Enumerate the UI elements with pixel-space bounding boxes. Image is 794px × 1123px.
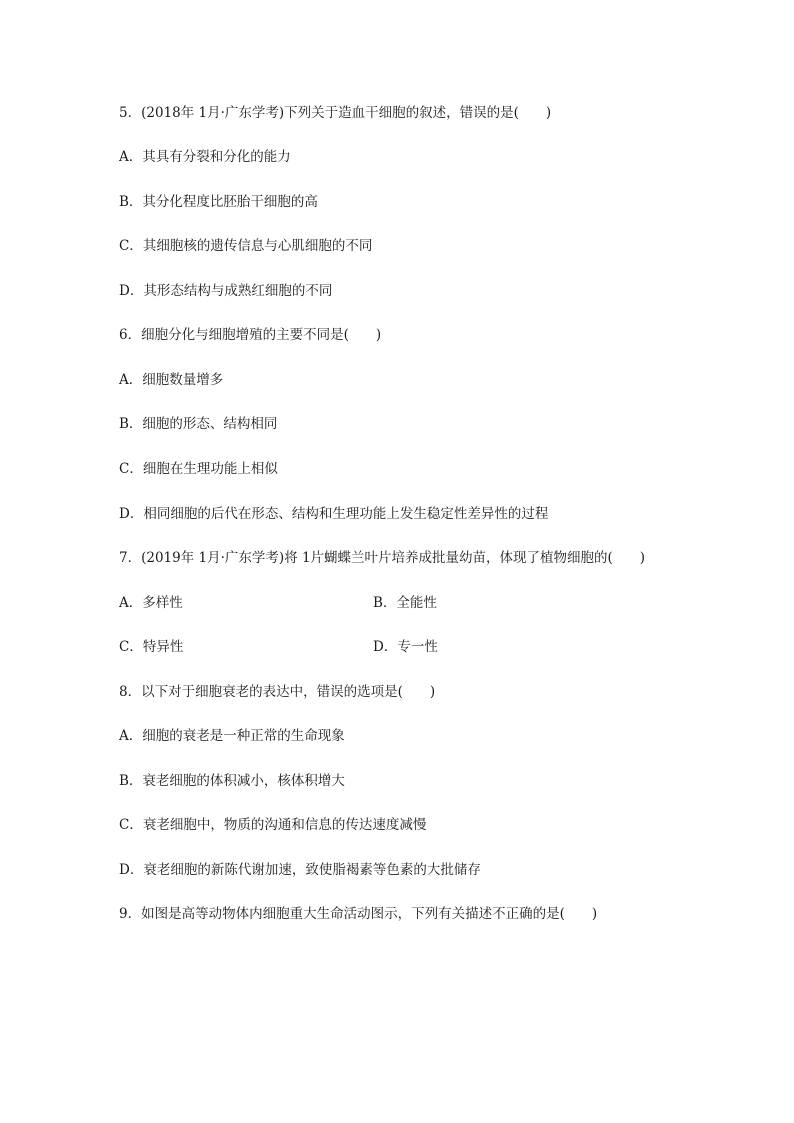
question-7-option-c: C．特异性 <box>119 639 184 655</box>
question-7-option-b: B．全能性 <box>373 595 437 611</box>
question-7-option-d: D．专一性 <box>373 639 438 655</box>
question-8-option-a: A．细胞的衰老是一种正常的生命现象 <box>119 728 345 744</box>
question-9-stem: 9．如图是高等动物体内细胞重大生命活动图示，下列有关描述不正确的是( ) <box>119 906 598 922</box>
question-8-stem: 8．以下对于细胞衰老的表达中，错误的选项是( ) <box>119 684 436 700</box>
question-6-option-b: B．细胞的形态、结构相同 <box>119 416 278 432</box>
question-8-option-b: B．衰老细胞的体积减小，核体积增大 <box>119 773 345 789</box>
question-5-option-a: A．其具有分裂和分化的能力 <box>119 149 291 165</box>
question-5-option-d: D．其形态结构与成熟红细胞的不同 <box>119 283 333 299</box>
question-5-option-c: C．其细胞核的遗传信息与心肌细胞的不同 <box>119 238 373 254</box>
question-6-stem: 6．细胞分化与细胞增殖的主要不同是( ) <box>119 327 382 343</box>
question-8-option-d: D．衰老细胞的新陈代谢加速，致使脂褐素等色素的大批储存 <box>119 862 481 878</box>
question-5-stem: 5．(2018年 1月·广东学考)下列关于造血干细胞的叙述，错误的是( ) <box>119 105 552 121</box>
question-7-option-a: A．多样性 <box>119 595 183 611</box>
question-6-option-d: D．相同细胞的后代在形态、结构和生理功能上发生稳定性差异性的过程 <box>119 506 549 522</box>
question-7-stem: 7．(2019年 1月·广东学考)将 1片蝴蝶兰叶片培养成批量幼苗，体现了植物细胞的( ) <box>119 550 646 566</box>
question-6-option-c: C．细胞在生理功能上相似 <box>119 461 278 477</box>
question-6-option-a: A．细胞数量增多 <box>119 372 224 388</box>
question-5-option-b: B．其分化程度比胚胎干细胞的高 <box>119 194 318 210</box>
question-8-option-c: C．衰老细胞中，物质的沟通和信息的传达速度减慢 <box>119 817 427 833</box>
